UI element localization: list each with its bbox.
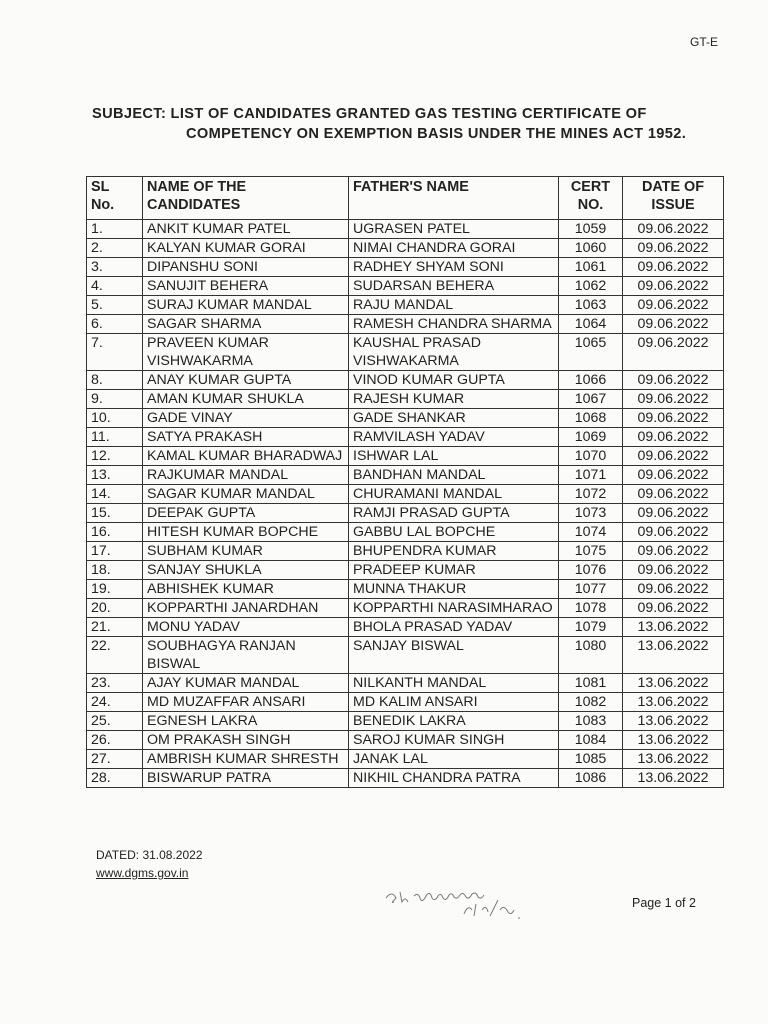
row-cert-no: 1059 xyxy=(559,220,623,239)
row-sl-no: 26. xyxy=(87,731,143,750)
table-row xyxy=(87,712,724,731)
subject-heading xyxy=(92,104,728,144)
row-date-of-issue: 09.06.2022 xyxy=(623,409,724,428)
table-row xyxy=(87,580,724,599)
row-cert-no: 1063 xyxy=(559,296,623,315)
row-father-name: RAJESH KUMAR xyxy=(349,390,559,409)
row-sl-no: 16. xyxy=(87,523,143,542)
row-sl-no: 11. xyxy=(87,428,143,447)
row-cert-no: 1069 xyxy=(559,428,623,447)
row-date-of-issue: 09.06.2022 xyxy=(623,334,724,371)
row-cert-no: 1067 xyxy=(559,390,623,409)
table-row xyxy=(87,277,724,296)
row-cert-no: 1060 xyxy=(559,239,623,258)
row-sl-no: 20. xyxy=(87,599,143,618)
row-father-name: RAMJI PRASAD GUPTA xyxy=(349,504,559,523)
row-father-name: SANJAY BISWAL xyxy=(349,637,559,674)
row-father-name: GABBU LAL BOPCHE xyxy=(349,523,559,542)
candidates-table xyxy=(86,176,724,788)
row-date-of-issue: 09.06.2022 xyxy=(623,485,724,504)
row-father-name: RAMVILASH YADAV xyxy=(349,428,559,447)
row-father-name: KAUSHAL PRASAD VISHWAKARMA xyxy=(349,334,559,371)
row-sl-no: 15. xyxy=(87,504,143,523)
table-row xyxy=(87,447,724,466)
row-cert-no: 1085 xyxy=(559,750,623,769)
table-row xyxy=(87,428,724,447)
row-sl-no: 25. xyxy=(87,712,143,731)
row-father-name: MD KALIM ANSARI xyxy=(349,693,559,712)
row-date-of-issue: 09.06.2022 xyxy=(623,296,724,315)
row-sl-no: 27. xyxy=(87,750,143,769)
row-cert-no: 1083 xyxy=(559,712,623,731)
row-sl-no: 2. xyxy=(87,239,143,258)
row-cert-no: 1062 xyxy=(559,277,623,296)
row-sl-no: 9. xyxy=(87,390,143,409)
row-candidate-name: RAJKUMAR MANDAL xyxy=(143,466,349,485)
row-date-of-issue: 09.06.2022 xyxy=(623,390,724,409)
row-cert-no: 1068 xyxy=(559,409,623,428)
table-row xyxy=(87,693,724,712)
row-sl-no: 22. xyxy=(87,637,143,674)
row-date-of-issue: 09.06.2022 xyxy=(623,258,724,277)
table-row xyxy=(87,750,724,769)
row-sl-no: 14. xyxy=(87,485,143,504)
row-date-of-issue: 09.06.2022 xyxy=(623,561,724,580)
row-date-of-issue: 09.06.2022 xyxy=(623,580,724,599)
row-candidate-name: SAGAR SHARMA xyxy=(143,315,349,334)
row-father-name: MUNNA THAKUR xyxy=(349,580,559,599)
row-cert-no: 1071 xyxy=(559,466,623,485)
row-candidate-name: KAMAL KUMAR BHARADWAJ xyxy=(143,447,349,466)
row-candidate-name: DIPANSHU SONI xyxy=(143,258,349,277)
row-father-name: SUDARSAN BEHERA xyxy=(349,277,559,296)
row-father-name: NIMAI CHANDRA GORAI xyxy=(349,239,559,258)
row-cert-no: 1076 xyxy=(559,561,623,580)
row-candidate-name: AMAN KUMAR SHUKLA xyxy=(143,390,349,409)
row-date-of-issue: 13.06.2022 xyxy=(623,618,724,637)
row-sl-no: 13. xyxy=(87,466,143,485)
row-father-name: BANDHAN MANDAL xyxy=(349,466,559,485)
row-candidate-name: SUBHAM KUMAR xyxy=(143,542,349,561)
table-row xyxy=(87,315,724,334)
row-candidate-name: SATYA PRAKASH xyxy=(143,428,349,447)
row-date-of-issue: 13.06.2022 xyxy=(623,731,724,750)
row-father-name: PRADEEP KUMAR xyxy=(349,561,559,580)
row-date-of-issue: 09.06.2022 xyxy=(623,542,724,561)
row-father-name: SAROJ KUMAR SINGH xyxy=(349,731,559,750)
row-candidate-name: ABHISHEK KUMAR xyxy=(143,580,349,599)
table-row xyxy=(87,239,724,258)
row-cert-no: 1075 xyxy=(559,542,623,561)
header-date-of-issue: DATE OF ISSUE xyxy=(623,177,724,220)
row-cert-no: 1073 xyxy=(559,504,623,523)
row-sl-no: 5. xyxy=(87,296,143,315)
row-date-of-issue: 09.06.2022 xyxy=(623,277,724,296)
row-candidate-name: SOUBHAGYA RANJAN BISWAL xyxy=(143,637,349,674)
row-sl-no: 7. xyxy=(87,334,143,371)
table-row xyxy=(87,504,724,523)
row-father-name: GADE SHANKAR xyxy=(349,409,559,428)
row-candidate-name: BISWARUP PATRA xyxy=(143,769,349,788)
table-row xyxy=(87,258,724,277)
page-number: Page 1 of 2 xyxy=(632,896,696,910)
row-father-name: BHUPENDRA KUMAR xyxy=(349,542,559,561)
row-cert-no: 1084 xyxy=(559,731,623,750)
row-father-name: CHURAMANI MANDAL xyxy=(349,485,559,504)
row-date-of-issue: 13.06.2022 xyxy=(623,769,724,788)
table-row xyxy=(87,637,724,674)
row-candidate-name: EGNESH LAKRA xyxy=(143,712,349,731)
row-candidate-name: DEEPAK GUPTA xyxy=(143,504,349,523)
row-candidate-name: KOPPARTHI JANARDHAN xyxy=(143,599,349,618)
row-cert-no: 1078 xyxy=(559,599,623,618)
row-date-of-issue: 13.06.2022 xyxy=(623,750,724,769)
row-date-of-issue: 13.06.2022 xyxy=(623,712,724,731)
row-cert-no: 1066 xyxy=(559,371,623,390)
table-row xyxy=(87,599,724,618)
row-cert-no: 1082 xyxy=(559,693,623,712)
row-date-of-issue: 09.06.2022 xyxy=(623,447,724,466)
row-cert-no: 1064 xyxy=(559,315,623,334)
row-date-of-issue: 09.06.2022 xyxy=(623,315,724,334)
row-cert-no: 1077 xyxy=(559,580,623,599)
row-candidate-name: HITESH KUMAR BOPCHE xyxy=(143,523,349,542)
row-candidate-name: AMBRISH KUMAR SHRESTH xyxy=(143,750,349,769)
subject-line-2: COMPETENCY ON EXEMPTION BASIS UNDER THE MINES ACT 1952. xyxy=(186,126,687,142)
row-candidate-name: SURAJ KUMAR MANDAL xyxy=(143,296,349,315)
row-candidate-name: ANKIT KUMAR PATEL xyxy=(143,220,349,239)
row-father-name: NILKANTH MANDAL xyxy=(349,674,559,693)
table-row xyxy=(87,409,724,428)
row-father-name: RAMESH CHANDRA SHARMA xyxy=(349,315,559,334)
table-row xyxy=(87,561,724,580)
row-sl-no: 24. xyxy=(87,693,143,712)
row-sl-no: 23. xyxy=(87,674,143,693)
table-row xyxy=(87,296,724,315)
row-candidate-name: KALYAN KUMAR GORAI xyxy=(143,239,349,258)
row-candidate-name: MONU YADAV xyxy=(143,618,349,637)
table-row xyxy=(87,769,724,788)
header-candidate-name: NAME OF THE CANDIDATES xyxy=(143,177,349,220)
row-date-of-issue: 09.06.2022 xyxy=(623,428,724,447)
row-candidate-name: OM PRAKASH SINGH xyxy=(143,731,349,750)
row-cert-no: 1080 xyxy=(559,637,623,674)
row-date-of-issue: 09.06.2022 xyxy=(623,504,724,523)
table-row xyxy=(87,466,724,485)
handwritten-signature xyxy=(378,880,548,920)
row-father-name: JANAK LAL xyxy=(349,750,559,769)
row-sl-no: 4. xyxy=(87,277,143,296)
row-cert-no: 1081 xyxy=(559,674,623,693)
row-cert-no: 1072 xyxy=(559,485,623,504)
row-sl-no: 12. xyxy=(87,447,143,466)
row-cert-no: 1070 xyxy=(559,447,623,466)
row-date-of-issue: 09.06.2022 xyxy=(623,239,724,258)
table-row xyxy=(87,523,724,542)
row-sl-no: 19. xyxy=(87,580,143,599)
row-father-name: BENEDIK LAKRA xyxy=(349,712,559,731)
table-row xyxy=(87,674,724,693)
header-cert-no: CERT NO. xyxy=(559,177,623,220)
website-link[interactable]: www.dgms.gov.in xyxy=(96,866,189,880)
row-date-of-issue: 13.06.2022 xyxy=(623,674,724,693)
row-father-name: RAJU MANDAL xyxy=(349,296,559,315)
row-father-name: KOPPARTHI NARASIMHARAO xyxy=(349,599,559,618)
row-candidate-name: SANUJIT BEHERA xyxy=(143,277,349,296)
row-cert-no: 1074 xyxy=(559,523,623,542)
row-father-name: RADHEY SHYAM SONI xyxy=(349,258,559,277)
row-candidate-name: MD MUZAFFAR ANSARI xyxy=(143,693,349,712)
row-father-name: VINOD KUMAR GUPTA xyxy=(349,371,559,390)
row-candidate-name: ANAY KUMAR GUPTA xyxy=(143,371,349,390)
row-sl-no: 3. xyxy=(87,258,143,277)
table-row xyxy=(87,371,724,390)
row-father-name: ISHWAR LAL xyxy=(349,447,559,466)
row-father-name: NIKHIL CHANDRA PATRA xyxy=(349,769,559,788)
table-row xyxy=(87,390,724,409)
row-date-of-issue: 09.06.2022 xyxy=(623,220,724,239)
table-row xyxy=(87,334,724,371)
row-candidate-name: SANJAY SHUKLA xyxy=(143,561,349,580)
row-cert-no: 1079 xyxy=(559,618,623,637)
row-candidate-name: PRAVEEN KUMAR VISHWAKARMA xyxy=(143,334,349,371)
row-sl-no: 1. xyxy=(87,220,143,239)
row-date-of-issue: 09.06.2022 xyxy=(623,523,724,542)
table-row xyxy=(87,220,724,239)
row-date-of-issue: 09.06.2022 xyxy=(623,599,724,618)
row-sl-no: 18. xyxy=(87,561,143,580)
row-date-of-issue: 09.06.2022 xyxy=(623,466,724,485)
table-row xyxy=(87,731,724,750)
row-candidate-name: GADE VINAY xyxy=(143,409,349,428)
table-row xyxy=(87,485,724,504)
row-sl-no: 6. xyxy=(87,315,143,334)
row-sl-no: 21. xyxy=(87,618,143,637)
row-cert-no: 1061 xyxy=(559,258,623,277)
header-sl-no: SL No. xyxy=(87,177,143,220)
subject-line-1: SUBJECT: LIST OF CANDIDATES GRANTED GAS TESTING CERTIFICATE OF xyxy=(92,106,647,122)
header-father-name: FATHER'S NAME xyxy=(349,177,559,220)
document-code: GT-E xyxy=(690,35,719,49)
row-date-of-issue: 09.06.2022 xyxy=(623,371,724,390)
row-sl-no: 8. xyxy=(87,371,143,390)
row-father-name: UGRASEN PATEL xyxy=(349,220,559,239)
table-row xyxy=(87,542,724,561)
row-candidate-name: SAGAR KUMAR MANDAL xyxy=(143,485,349,504)
row-candidate-name: AJAY KUMAR MANDAL xyxy=(143,674,349,693)
row-date-of-issue: 13.06.2022 xyxy=(623,637,724,674)
row-sl-no: 28. xyxy=(87,769,143,788)
dated-text: DATED: 31.08.2022 xyxy=(96,848,203,862)
table-header-row xyxy=(87,177,724,220)
row-sl-no: 17. xyxy=(87,542,143,561)
table-row xyxy=(87,618,724,637)
row-cert-no: 1065 xyxy=(559,334,623,371)
row-cert-no: 1086 xyxy=(559,769,623,788)
row-sl-no: 10. xyxy=(87,409,143,428)
row-father-name: BHOLA PRASAD YADAV xyxy=(349,618,559,637)
row-date-of-issue: 13.06.2022 xyxy=(623,693,724,712)
